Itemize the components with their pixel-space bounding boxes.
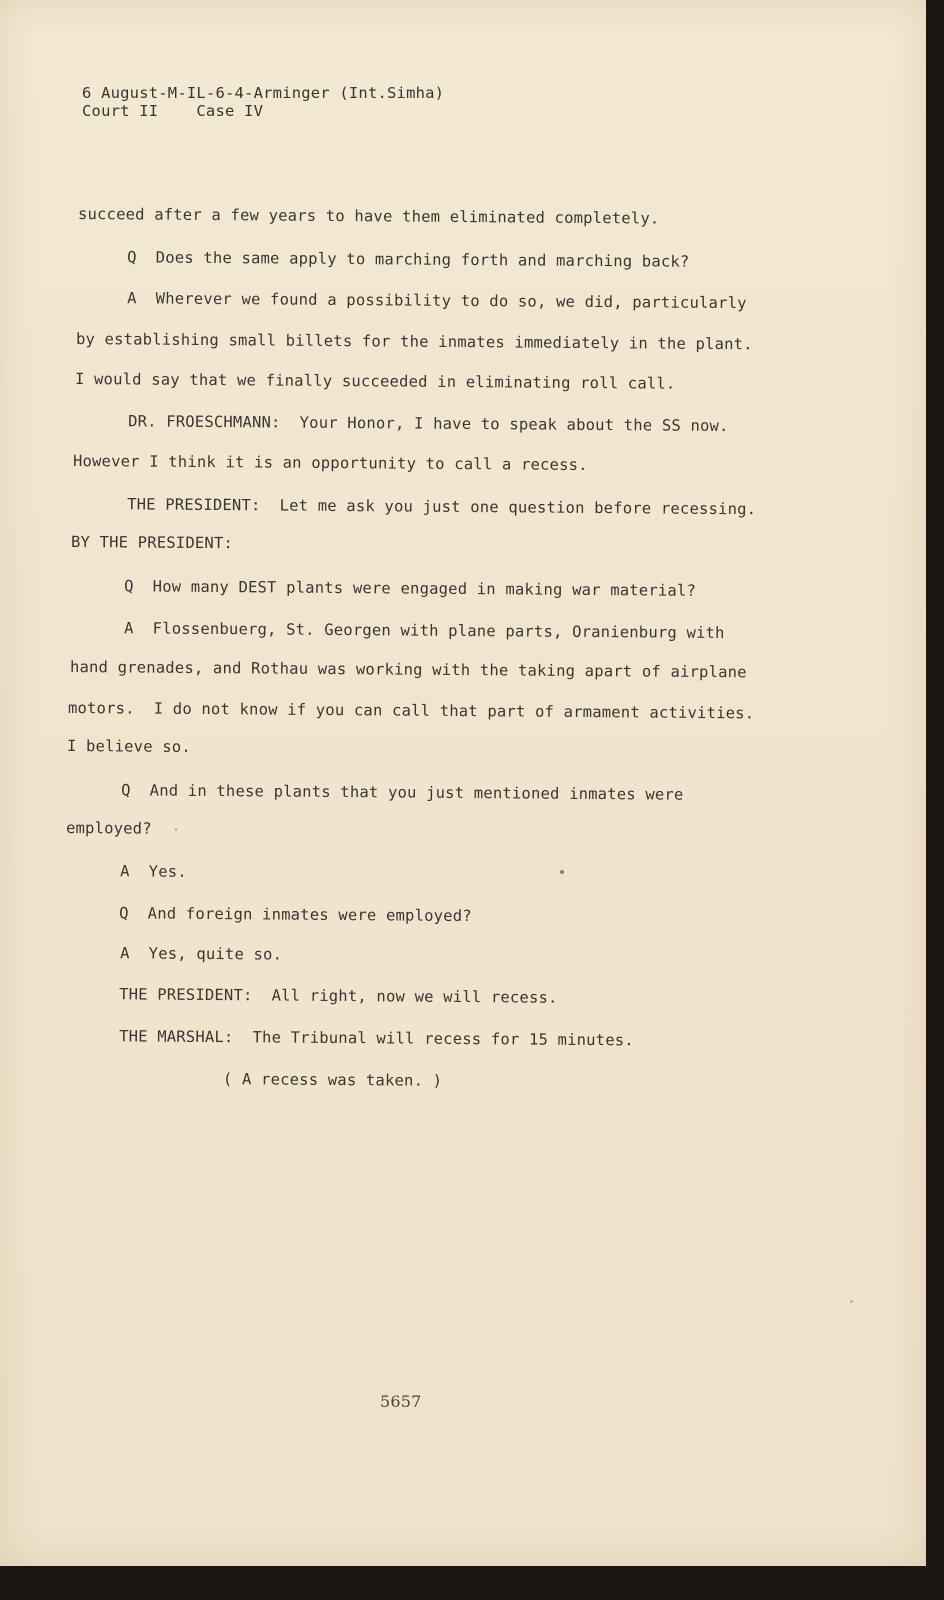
transcript-line: employed? bbox=[65, 819, 152, 838]
transcript-line: motors. I do not know if you can call that part of armament activities. bbox=[67, 699, 755, 723]
transcript-line: I believe so. bbox=[66, 737, 191, 756]
transcript-line: Q And in these plants that you just mentioned inmates were bbox=[82, 781, 684, 804]
transcript-line: A Wherever we found a possibility to do so, we did, particularly bbox=[88, 289, 747, 313]
page-number: 5657 bbox=[380, 1392, 422, 1411]
transcript-line: However I think it is an opportunity to call a recess. bbox=[72, 452, 588, 475]
transcript-line: A Yes. bbox=[81, 862, 187, 881]
transcript-line: DR. FROESCHMANN: Your Honor, I have to speak about the SS now. bbox=[89, 412, 729, 436]
transcript-line: ( A recess was taken. ) bbox=[79, 1069, 443, 1090]
transcript-line: by establishing small billets for the inmates immediately in the plant. bbox=[75, 330, 753, 354]
header-line-1: 6 August-M-IL-6-4-Arminger (Int.Simha) bbox=[82, 84, 445, 102]
paper-speck bbox=[850, 1300, 853, 1303]
transcript-line: THE PRESIDENT: Let me ask you just one question before recessing. bbox=[88, 495, 757, 519]
transcript-line: succeed after a few years to have them eliminated completely. bbox=[77, 205, 660, 228]
transcript-line: hand grenades, and Rothau was working with the taking apart of airplane bbox=[69, 658, 747, 682]
transcript-line: I would say that we finally succeeded in eliminating roll call. bbox=[74, 370, 676, 393]
transcript-line: THE PRESIDENT: All right, now we will recess. bbox=[80, 985, 558, 1007]
transcript-line: BY THE PRESIDENT: bbox=[70, 533, 234, 553]
transcript-line: Q Does the same apply to marching forth and marching back? bbox=[88, 248, 690, 271]
transcript-line: A Flossenbuerg, St. Georgen with plane parts, Oranienburg with bbox=[85, 619, 725, 643]
paper-speck bbox=[560, 870, 564, 874]
transcript-line: Q And foreign inmates were employed? bbox=[80, 904, 472, 926]
transcript-line: THE MARSHAL: The Tribunal will recess for 15 minutes. bbox=[80, 1027, 634, 1050]
transcript-line: Q How many DEST plants were engaged in making war material? bbox=[85, 577, 697, 600]
paper-speck bbox=[175, 828, 177, 831]
header-line-2: Court II Case IV bbox=[82, 102, 264, 120]
transcript-line: A Yes, quite so. bbox=[81, 944, 283, 964]
